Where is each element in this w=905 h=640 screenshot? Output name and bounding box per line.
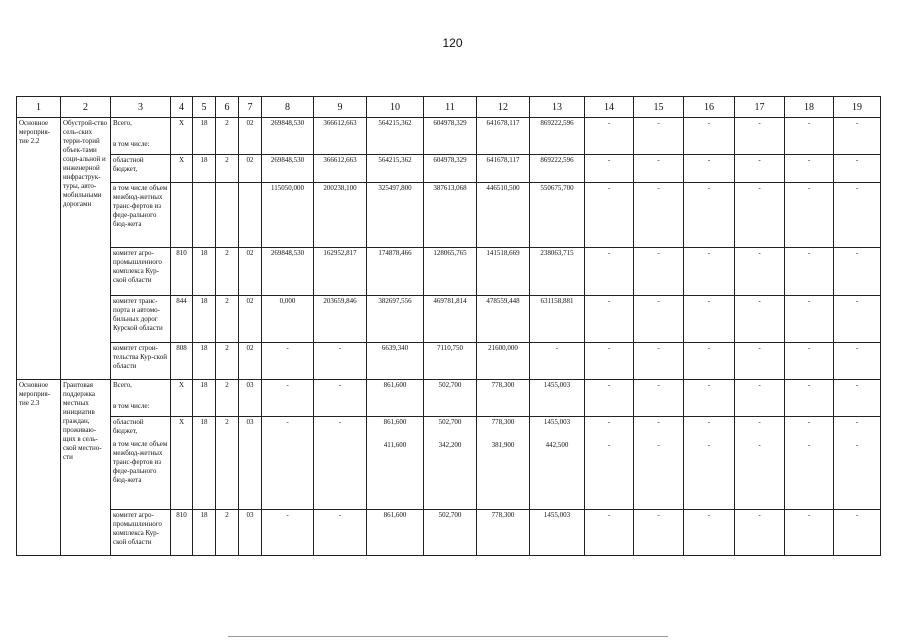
value-cell: 269848,530 xyxy=(262,118,314,155)
dash-cell: - xyxy=(735,296,785,343)
code-cell: Х xyxy=(171,380,193,417)
dash-cell: - xyxy=(684,183,735,248)
col-header: 13 xyxy=(530,97,585,118)
value-cell: 200238,100 xyxy=(314,183,367,248)
value-cell: 861,600 xyxy=(367,510,424,556)
code-cell xyxy=(193,183,216,248)
value-cell: 387613,068 xyxy=(424,183,477,248)
dash-cell: - xyxy=(834,380,881,417)
table-row xyxy=(17,118,881,155)
value-cell: 382697,556 xyxy=(367,296,424,343)
table-row xyxy=(17,417,881,510)
value-cell: 1455,003 442,500 xyxy=(530,417,585,510)
dash-cell: - xyxy=(634,296,684,343)
value-cell: - xyxy=(262,343,314,380)
code-cell: 02 xyxy=(239,248,262,296)
label-cell: Всего, в том числе: xyxy=(111,380,171,417)
dash-cell: - xyxy=(684,343,735,380)
value-cell: - xyxy=(530,343,585,380)
value-cell: 778,300 381,900 xyxy=(477,417,530,510)
value-cell: 128065,765 xyxy=(424,248,477,296)
code-cell: 18 xyxy=(193,343,216,380)
dash-cell: - xyxy=(735,343,785,380)
dash-cell: - - xyxy=(585,417,634,510)
dash-cell: - xyxy=(585,155,634,183)
value-cell: 604978,329 xyxy=(424,155,477,183)
value-cell: 203659,846 xyxy=(314,296,367,343)
label-cell: комитет строи-тельства Кур-ской области xyxy=(111,343,171,380)
table-row xyxy=(17,510,881,556)
label-cell: комитет транс-порта и автомо-бильных дорог Курской области xyxy=(111,296,171,343)
description-cell: Обустрой-ство сель-ских терри-торий объек-тами соци-альной и инженерной инфраструк-туры, авто-мобильными дорогами xyxy=(61,118,111,380)
value-cell: 778,300 xyxy=(477,510,530,556)
code-cell xyxy=(171,183,193,248)
value-cell: 141518,669 xyxy=(477,248,530,296)
dash-cell: - xyxy=(684,118,735,155)
dash-cell: - - xyxy=(834,417,881,510)
value-cell: 269848,530 xyxy=(262,248,314,296)
value-cell: 502,700 xyxy=(424,380,477,417)
code-cell: 2 xyxy=(216,380,239,417)
col-header: 10 xyxy=(367,97,424,118)
value-cell: 115050,000 xyxy=(262,183,314,248)
label-cell: комитет агро-промышленного комплекса Кур-ской области xyxy=(111,510,171,556)
dash-cell: - xyxy=(785,118,834,155)
dash-cell: - - xyxy=(684,417,735,510)
value-cell: 478559,448 xyxy=(477,296,530,343)
code-cell: 03 xyxy=(239,510,262,556)
col-header: 19 xyxy=(834,97,881,118)
value-cell: 861,600 411,600 xyxy=(367,417,424,510)
value-cell: 869222,596 xyxy=(530,155,585,183)
col-header: 2 xyxy=(61,97,111,118)
code-cell: 810 xyxy=(171,510,193,556)
dash-cell: - xyxy=(684,380,735,417)
table-row xyxy=(17,296,881,343)
dash-cell: - xyxy=(585,296,634,343)
dash-cell: - xyxy=(834,155,881,183)
col-header: 7 xyxy=(239,97,262,118)
value-cell: - xyxy=(262,510,314,556)
value-cell: - xyxy=(314,510,367,556)
col-header: 1 xyxy=(17,97,61,118)
col-header: 18 xyxy=(785,97,834,118)
code-cell: 18 xyxy=(193,118,216,155)
dash-cell: - xyxy=(735,248,785,296)
code-cell: Х xyxy=(171,417,193,510)
label-cell: областной бюджет, xyxy=(111,155,171,183)
col-header: 17 xyxy=(735,97,785,118)
value-cell: 778,300 xyxy=(477,380,530,417)
code-cell: Х xyxy=(171,155,193,183)
dash-cell: - xyxy=(834,296,881,343)
value-cell: - xyxy=(262,380,314,417)
page-number: 120 xyxy=(442,36,463,50)
value-cell: 1455,003 xyxy=(530,380,585,417)
dash-cell: - xyxy=(684,510,735,556)
code-cell: 2 xyxy=(216,155,239,183)
col-header: 16 xyxy=(684,97,735,118)
label-cell: Всего, в том числе: xyxy=(111,118,171,155)
code-cell xyxy=(239,183,262,248)
dash-cell: - xyxy=(785,343,834,380)
event-cell: Основное мероприя-тие 2.3 xyxy=(17,380,61,556)
dash-cell: - xyxy=(585,183,634,248)
value-cell: 469781,814 xyxy=(424,296,477,343)
dash-cell: - xyxy=(585,510,634,556)
table-row xyxy=(17,155,881,183)
col-header: 9 xyxy=(314,97,367,118)
dash-cell: - xyxy=(585,380,634,417)
table-row xyxy=(17,248,881,296)
code-cell: 2 xyxy=(216,343,239,380)
dash-cell: - xyxy=(735,155,785,183)
code-cell: 2 xyxy=(216,417,239,510)
description-cell: Грантовая поддержка местных инициатив граждан, проживаю-щих в сель-ской местно-сти xyxy=(61,380,111,556)
col-header: 12 xyxy=(477,97,530,118)
value-cell: 604978,329 xyxy=(424,118,477,155)
code-cell: 18 xyxy=(193,296,216,343)
value-cell: 7110,750 xyxy=(424,343,477,380)
col-header: 11 xyxy=(424,97,477,118)
dash-cell: - xyxy=(735,380,785,417)
dash-cell: - xyxy=(684,296,735,343)
table-row xyxy=(17,380,881,417)
code-cell: 03 xyxy=(239,417,262,510)
value-cell: 174878,466 xyxy=(367,248,424,296)
col-header: 14 xyxy=(585,97,634,118)
value-cell: 325497,800 xyxy=(367,183,424,248)
page-bottom-rule xyxy=(228,636,668,637)
dash-cell: - xyxy=(585,118,634,155)
code-cell: 844 xyxy=(171,296,193,343)
dash-cell: - xyxy=(634,343,684,380)
dash-cell: - - xyxy=(735,417,785,510)
dash-cell: - xyxy=(785,296,834,343)
code-cell: 18 xyxy=(193,248,216,296)
dash-cell: - xyxy=(585,343,634,380)
code-cell: 18 xyxy=(193,380,216,417)
dash-cell: - xyxy=(834,248,881,296)
value-cell: 1455,003 xyxy=(530,510,585,556)
value-cell: 162952,817 xyxy=(314,248,367,296)
dash-cell: - xyxy=(634,183,684,248)
dash-cell: - xyxy=(634,380,684,417)
code-cell: 2 xyxy=(216,248,239,296)
value-cell: 446510,500 xyxy=(477,183,530,248)
dash-cell: - - xyxy=(634,417,684,510)
col-header: 6 xyxy=(216,97,239,118)
dash-cell: - xyxy=(585,248,634,296)
event-cell: Основное мероприя-тие 2.2 xyxy=(17,118,61,380)
dash-cell: - xyxy=(785,155,834,183)
dash-cell: - xyxy=(785,380,834,417)
code-cell: 18 xyxy=(193,155,216,183)
value-cell: 631158,881 xyxy=(530,296,585,343)
col-header: 8 xyxy=(262,97,314,118)
col-header: 5 xyxy=(193,97,216,118)
dash-cell: - - xyxy=(785,417,834,510)
dash-cell: - xyxy=(785,183,834,248)
table-row xyxy=(17,343,881,380)
code-cell: 02 xyxy=(239,296,262,343)
value-cell: - xyxy=(314,380,367,417)
label-cell: областной бюджет, в том числе объем межбюд-жетных транс-фертов из феде-рального бюд-жета xyxy=(111,417,171,510)
value-cell: - xyxy=(314,343,367,380)
value-cell: 869222,596 xyxy=(530,118,585,155)
value-cell: 366612,663 xyxy=(314,155,367,183)
dash-cell: - xyxy=(834,510,881,556)
label-cell: комитет агро-промышленного комплекса Кур-ской области xyxy=(111,248,171,296)
value-cell: 861,600 xyxy=(367,380,424,417)
code-cell: Х xyxy=(171,118,193,155)
dash-cell: - xyxy=(634,248,684,296)
code-cell: 02 xyxy=(239,155,262,183)
header-row xyxy=(17,97,881,118)
value-cell: - xyxy=(314,417,367,510)
code-cell: 2 xyxy=(216,296,239,343)
col-header: 3 xyxy=(111,97,171,118)
budget-table xyxy=(16,96,881,556)
code-cell: 810 xyxy=(171,248,193,296)
dash-cell: - xyxy=(634,155,684,183)
dash-cell: - xyxy=(785,510,834,556)
dash-cell: - xyxy=(684,248,735,296)
value-cell: 502,700 342,200 xyxy=(424,417,477,510)
table-row xyxy=(17,183,881,248)
dash-cell: - xyxy=(634,510,684,556)
value-cell: 550675,700 xyxy=(530,183,585,248)
code-cell: 18 xyxy=(193,417,216,510)
value-cell: 21600,000 xyxy=(477,343,530,380)
value-cell: 641678,117 xyxy=(477,118,530,155)
code-cell xyxy=(216,183,239,248)
value-cell: 502,700 xyxy=(424,510,477,556)
dash-cell: - xyxy=(834,343,881,380)
code-cell: 2 xyxy=(216,118,239,155)
code-cell: 02 xyxy=(239,118,262,155)
dash-cell: - xyxy=(684,155,735,183)
col-header: 15 xyxy=(634,97,684,118)
value-cell: 564215,362 xyxy=(367,118,424,155)
dash-cell: - xyxy=(634,118,684,155)
dash-cell: - xyxy=(735,118,785,155)
dash-cell: - xyxy=(735,510,785,556)
value-cell: 0,000 xyxy=(262,296,314,343)
code-cell: 02 xyxy=(239,343,262,380)
value-cell: 238063,715 xyxy=(530,248,585,296)
value-cell: 366612,663 xyxy=(314,118,367,155)
dash-cell: - xyxy=(785,248,834,296)
code-cell: 18 xyxy=(193,510,216,556)
code-cell: 2 xyxy=(216,510,239,556)
code-cell: 03 xyxy=(239,380,262,417)
label-cell: в том числе объем межбюд-жетных транс-фертов из феде-рального бюд-жета xyxy=(111,183,171,248)
code-cell: 808 xyxy=(171,343,193,380)
value-cell: 269848,530 xyxy=(262,155,314,183)
col-header: 4 xyxy=(171,97,193,118)
value-cell: - xyxy=(262,417,314,510)
dash-cell: - xyxy=(735,183,785,248)
dash-cell: - xyxy=(834,183,881,248)
dash-cell: - xyxy=(834,118,881,155)
value-cell: 641678,117 xyxy=(477,155,530,183)
value-cell: 564215,362 xyxy=(367,155,424,183)
value-cell: 6639,340 xyxy=(367,343,424,380)
